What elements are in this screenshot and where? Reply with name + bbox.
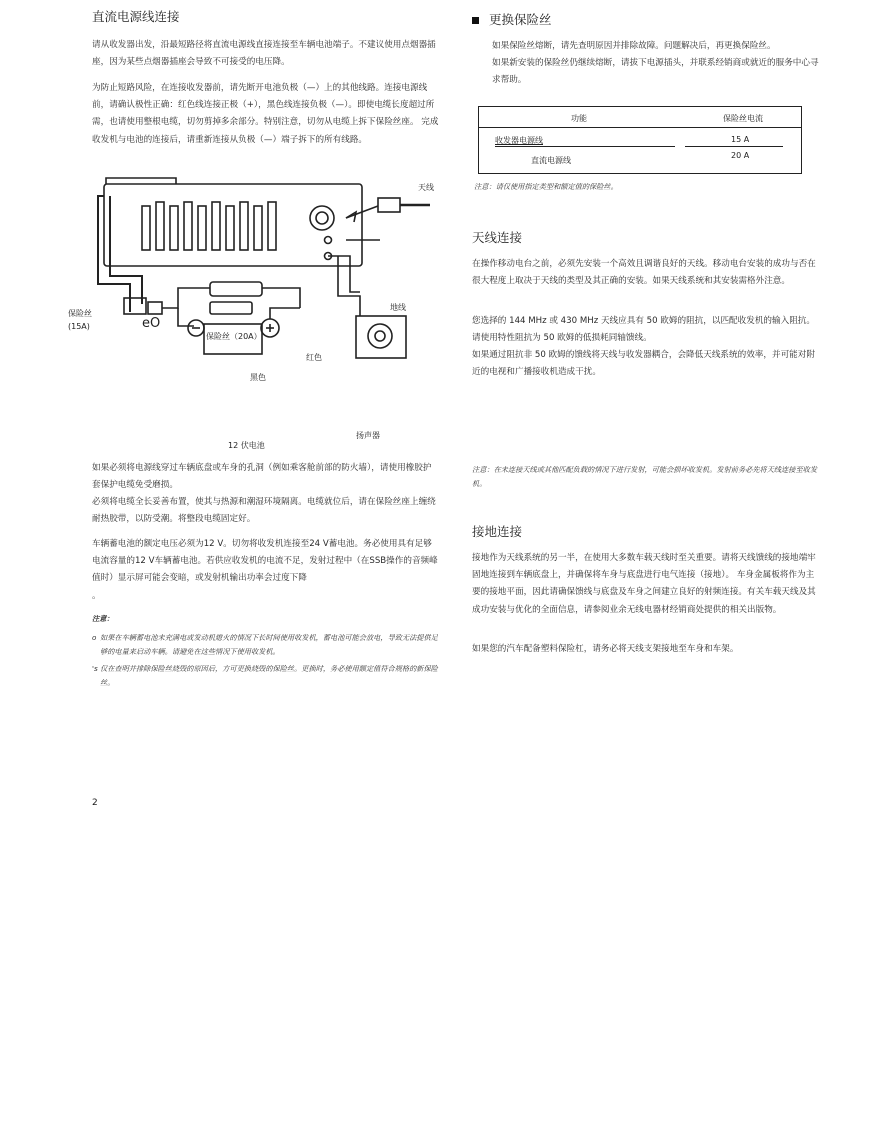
speaker-center xyxy=(375,331,385,341)
fuse-holder-cap xyxy=(148,302,162,314)
label-red: 红色 xyxy=(306,353,322,362)
page-number: 2 xyxy=(92,798,98,808)
fuse-table-row-1-current: 15 A xyxy=(731,135,750,144)
section-title-dc-power: 直流电源线连接 xyxy=(92,9,180,24)
note-2: 仅在查明并排除保险丝烧毁的原因后，方可更换烧毁的保险丝。更换时，务必使用额定值符合规格的新保险丝。 xyxy=(100,664,438,687)
antenna-para-2: 您选择的 144 MHz 或 430 MHz 天线应具有 50 欧姆的阻抗，以匹配收发机的输入阻抗。请使用特性阻抗为 50 欧姆的低损耗同轴馈线。 xyxy=(472,316,815,344)
fuse-para-2: 如果新安装的保险丝仍继续熔断，请拔下电源插头，并联系经销商或就近的服务中心寻求帮助。 xyxy=(492,58,819,86)
positive-lead xyxy=(270,308,300,319)
dc-para-5: 车辆蓄电池的额定电压必须为12 V。切勿将收发机连接至24 V蓄电池。务必使用具有足够电流容量的12 V车辆蓄电池。若供应收发机的电流不足，发射过程中（在SSB操作的音频峰值时）显示屏可能会变暗，或发射机输出功率会过度下降 xyxy=(92,539,438,584)
ground-lead xyxy=(328,256,360,292)
antenna-jack-center xyxy=(316,212,328,224)
speaker-cone xyxy=(368,324,392,348)
fuse-table-rule xyxy=(495,146,675,147)
fuse-para-1: 如果保险丝熔断，请先查明原因并排除故障。问题解决后，再更换保险丝。 xyxy=(492,41,776,51)
fuse-lead-right xyxy=(262,288,300,308)
heatsink-fin xyxy=(198,206,206,250)
dc-para-4: 必须将电缆全长妥善布置，使其与热源和潮湿环境隔离。电缆就位后，请在保险丝座上缠绕耐热胶带，以防受潮。将整段电缆固定好。 xyxy=(92,497,436,525)
heatsink-fin xyxy=(226,206,234,250)
heatsink-fin xyxy=(254,206,262,250)
label-fuse-20a: 保险丝（20A） xyxy=(206,332,262,341)
antenna-plug xyxy=(378,198,400,212)
fuse-table-row-2-function: 直流电源线 xyxy=(531,156,571,165)
antenna-note: 注意：在未连接天线或其他匹配负载的情况下进行发射，可能会损坏收发机。发射前务必先将天线连接至收发机。 xyxy=(472,465,818,488)
ext-jack xyxy=(325,237,332,244)
note-1-mark: o xyxy=(92,633,97,642)
dc-para-5-end: 。 xyxy=(92,591,101,601)
antenna-arrowhead xyxy=(346,212,356,222)
label-fuse: 保险丝 xyxy=(68,309,92,318)
fuse-table-header-function: 功能 xyxy=(571,114,587,123)
power-cable-loop xyxy=(98,196,130,312)
wiring-diagram-svg xyxy=(60,176,450,454)
section-title-antenna: 天线连接 xyxy=(472,230,523,245)
heatsink-fin xyxy=(212,202,220,250)
dc-para-2: 为防止短路风险，在连接收发器前，请先断开电池负极（—）上的其他线路。连接电源线前，请确认极性正确：红色线连接正极（+），黑色线连接负极（—）。即使电缆长度超过所需，也请使用整根电缆，切勿剪掉多余部分。特别注意，切勿从电缆上拆下保险丝座。 完成收发机与电池的连接后，请重新连接从负极（—）端子拆下的所有线路。 xyxy=(92,83,439,145)
heatsink-fin xyxy=(156,202,164,250)
fuse-table xyxy=(478,106,802,174)
wiring-diagram xyxy=(60,176,450,454)
fuse-table-rule xyxy=(685,146,783,147)
fuse-table-row-1-function: 收发器电源线 xyxy=(495,136,543,145)
fuse-title-text: 更换保险丝 xyxy=(489,12,552,27)
negative-lead xyxy=(178,308,194,326)
square-bullet-icon xyxy=(472,17,479,24)
note-1: 如果在车辆蓄电池未充满电或发动机熄火的情况下长时间使用收发机，蓄电池可能会放电，导致无法提供足够的电量来启动车辆。请避免在这些情况下使用收发机。 xyxy=(100,633,438,656)
heatsink-fin xyxy=(184,202,192,250)
antenna-para-1: 在操作移动电台之前，必须先安装一个高效且调谐良好的天线。移动电台安装的成功与否在很大程度上取决于天线的类型及其正确的安装。如果天线系统和其安装需格外注意。 xyxy=(472,259,816,287)
dc-para-1: 请从收发器出发，沿最短路径将直流电源线直接连接至车辆电池端子。不建议使用点烟器插座，因为某些点烟器插座会导致不可接受的电压降。 xyxy=(92,40,436,68)
panel-bracket xyxy=(106,178,176,184)
antenna-jack xyxy=(310,206,334,230)
fuse-table-header-current: 保险丝电流 xyxy=(723,114,763,123)
fuse-lead-top xyxy=(162,288,210,308)
inline-fuse-2 xyxy=(210,302,252,314)
inline-fuse-20a xyxy=(210,282,262,296)
note-2-mark: 's xyxy=(92,664,98,673)
fuse-table-row-2-current: 20 A xyxy=(731,151,750,160)
section-title-fuse xyxy=(472,10,552,28)
label-speaker: 扬声器 xyxy=(356,431,380,440)
heatsink-fin xyxy=(170,206,178,250)
label-fuse-rating: (15A) xyxy=(68,322,90,331)
label-antenna: 天线 xyxy=(418,183,434,192)
dc-para-3: 如果必须将电源线穿过车辆底盘或车身的孔洞（例如乘客舱前部的防火墙），请使用橡胶护套保护电缆免受磨损。 xyxy=(92,463,432,491)
speaker-lead xyxy=(338,256,360,316)
note-title: 注意： xyxy=(92,614,114,623)
label-battery: 12 伏电池 xyxy=(228,441,265,450)
heatsink-fin xyxy=(268,202,276,250)
label-eo: eO xyxy=(142,316,161,331)
heatsink-fin xyxy=(240,202,248,250)
speaker-box xyxy=(356,316,406,358)
section-title-ground: 接地连接 xyxy=(472,524,523,539)
fuse-note: 注意：请仅使用指定类型和额定值的保险丝。 xyxy=(474,182,618,191)
label-ground: 地线 xyxy=(390,303,406,312)
ground-para-1: 接地作为天线系统的另一半，在使用大多数车载天线时至关重要。请将天线馈线的接地端牢固地连接到车辆底盘上，并确保将车身与底盘进行电气连接（接地）。 车身金属板将作为主要的接地平面，因此请确保馈线与底盘及车身之间建立良好的射频连接。有关车载天线及其成功安装与优化的全面信息，请参阅业余无线电器材经销商处提供的相关出版物。 xyxy=(472,553,816,615)
power-cable-inner xyxy=(110,196,142,304)
antenna-para-3: 如果通过阻抗非 50 欧姆的馈线将天线与收发器耦合，会降低天线系统的效率，并可能对附近的电视和广播接收机造成干扰。 xyxy=(472,350,815,378)
label-black: 黑色 xyxy=(250,373,266,382)
ground-para-2: 如果您的汽车配备塑料保险杠，请务必将天线支架接地至车身和车架。 xyxy=(472,644,739,654)
heatsink-fin xyxy=(142,206,150,250)
